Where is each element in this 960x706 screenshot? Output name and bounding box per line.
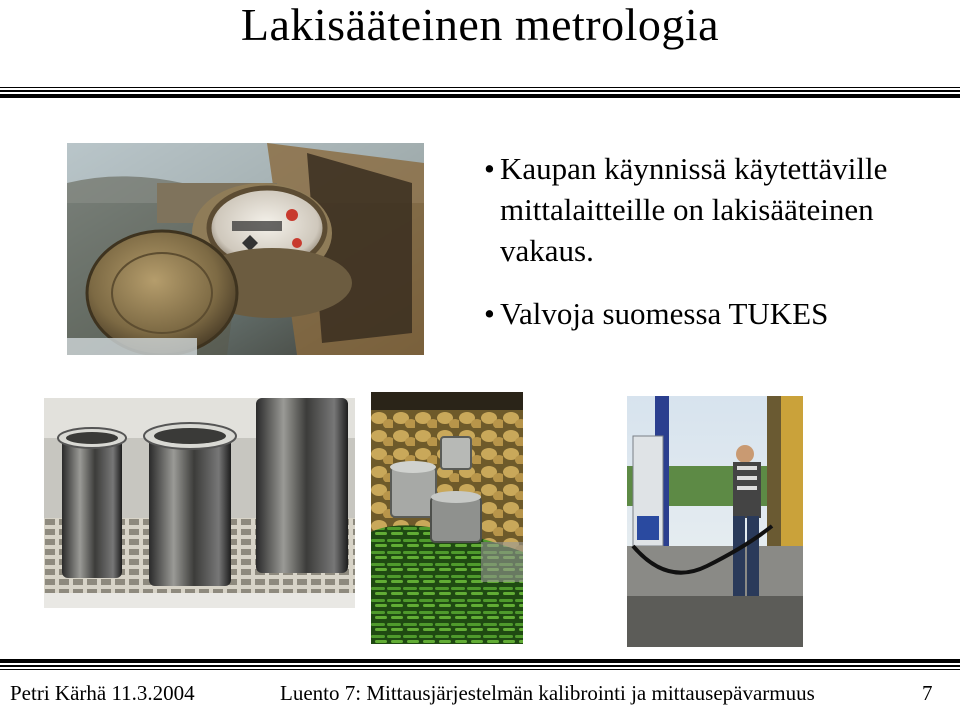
title-divider-thick (0, 94, 960, 98)
bullet-text: Kaupan käynnissä käytettäville mittalaitteille on lakisääteinen vakaus. (500, 151, 888, 268)
bullet-text: Valvoja suomessa TUKES (500, 296, 829, 331)
footer-divider-mid (0, 665, 960, 667)
market-produce-photo (371, 392, 523, 644)
fuel-station-photo (627, 396, 803, 647)
title-divider-thin (0, 87, 960, 88)
footer-divider-thick (0, 659, 960, 663)
slide-title: Lakisääteinen metrologia (240, 0, 720, 50)
bullet-marker: • (484, 296, 495, 331)
footer-lecture-title: Luento 7: Mittausjärjestelmän kalibrointi ja mittausepävarmuus (280, 681, 815, 705)
bullet-item (484, 293, 944, 334)
bullet-list (484, 148, 944, 334)
bullet-marker: • (484, 151, 495, 186)
bullet-item (484, 148, 944, 271)
measuring-cups-photo (44, 398, 355, 608)
page-number: 7 (922, 681, 933, 705)
water-meter-photo (67, 143, 424, 355)
footer-divider-thin (0, 669, 960, 670)
footer-author-date: Petri Kärhä 11.3.2004 (10, 681, 195, 705)
title-divider-mid (0, 90, 960, 92)
